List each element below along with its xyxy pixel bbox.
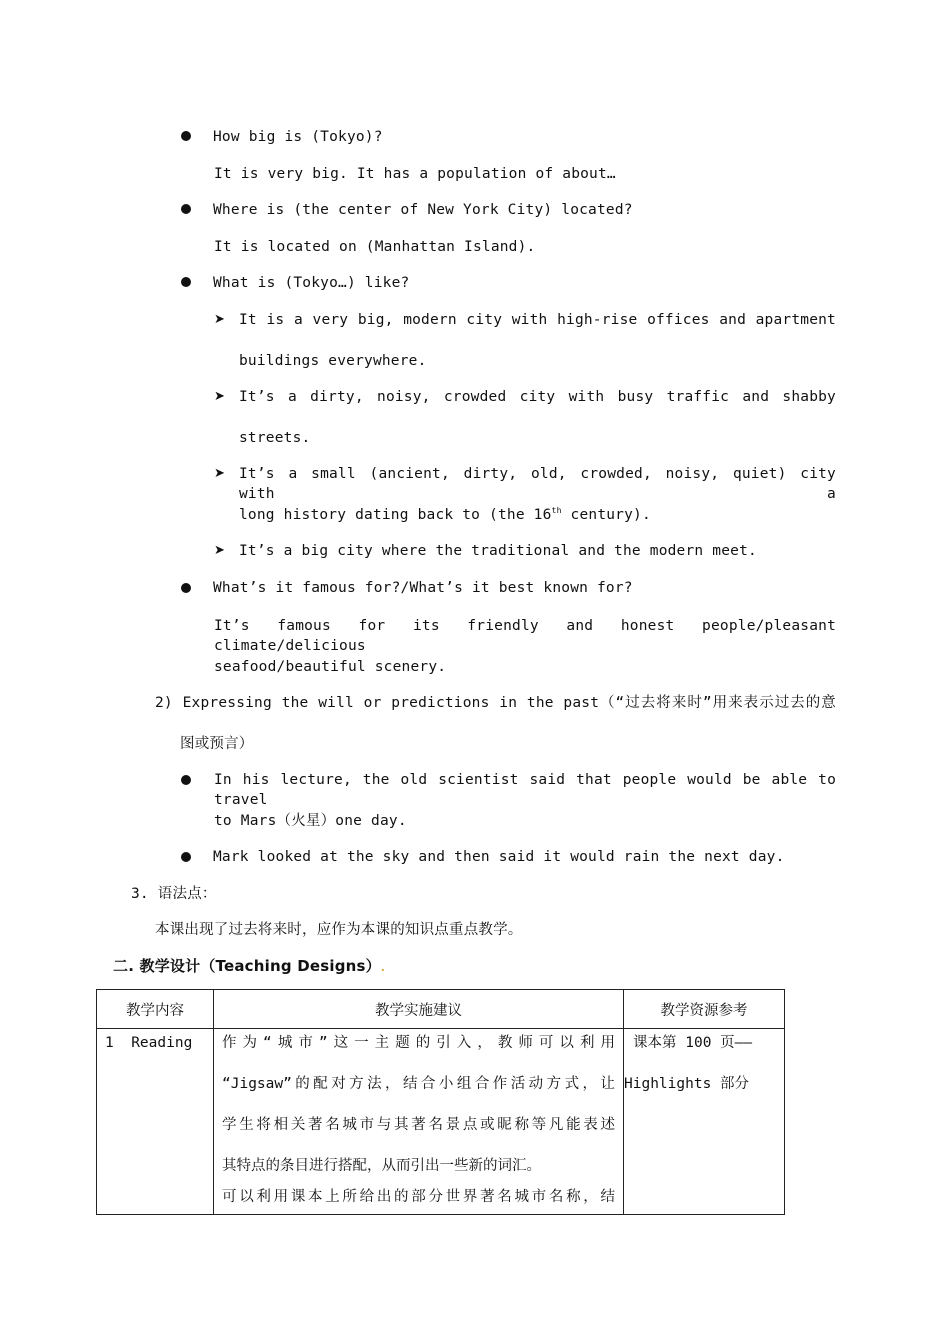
bullet-icon <box>181 583 191 593</box>
sub-answer-1-line2: buildings everywhere. <box>239 353 427 369</box>
sub-answer-2-line2: streets. <box>239 430 311 446</box>
question-famous: What’s it famous for?/What’s it best known for? <box>213 580 633 596</box>
arrow-bullet-icon: ➤ <box>214 466 225 481</box>
example-1-line2: to Mars（火星）one day. <box>214 813 407 829</box>
grammar-text: 本课出现了过去将来时，应作为本课的知识点重点教学。 <box>155 922 523 938</box>
bullet-icon <box>181 277 191 287</box>
sub-answer-4: It’s a big city where the traditional and the modern meet. <box>239 543 757 559</box>
sub-answer-2-line1: It’s a dirty, noisy, crowded city with busy traffic and shabby <box>239 389 836 405</box>
bullet-icon <box>181 852 191 862</box>
sub-answer-3-line2: long history dating back to (the 16th century). <box>239 506 651 523</box>
cell-content: 1 Reading <box>97 1029 214 1215</box>
section2-heading-line1: 2) Expressing the will or predictions in the past（“过去将来时”用来表示过去的意 <box>155 695 836 711</box>
table-row <box>97 1029 785 1215</box>
arrow-bullet-icon: ➤ <box>214 312 225 327</box>
table-header-row <box>97 990 785 1029</box>
bullet-icon <box>181 131 191 141</box>
section2-heading-line2: 图或预言） <box>180 736 254 752</box>
grammar-heading: 3. 语法点： <box>131 886 217 902</box>
question-character: What is (Tokyo…) like? <box>213 275 410 291</box>
sub-answer-3-line1: It’s a small (ancient, dirty, old, crowded, noisy, quiet) city with a <box>239 466 836 502</box>
answer-location: It is located on (Manhattan Island). <box>214 239 536 255</box>
design-heading: 二. 教学设计（Teaching Designs）. <box>113 957 385 975</box>
answer-size: It is very big. It has a population of about… <box>214 166 616 182</box>
header-suggestions: 教学实施建议 <box>214 990 624 1029</box>
bullet-icon <box>181 204 191 214</box>
arrow-bullet-icon: ➤ <box>214 389 225 404</box>
answer-famous-line1: It’s famous for its friendly and honest people/pleasant climate/delicious <box>214 618 836 654</box>
answer-famous-line2: seafood/beautiful scenery. <box>214 659 447 675</box>
bullet-icon <box>181 775 191 785</box>
question-location: Where is (the center of New York City) located? <box>213 202 633 218</box>
header-content: 教学内容 <box>97 990 214 1029</box>
cell-suggestions: 作为“城市”这一主题的引入，教师可以利用 “Jigsaw”的配对方法，结合小组合作活动方式，让 学生将相关著名城市与其著名景点或昵称等凡能表述 其特点的条目进行搭配，从而引出一些新的词汇。 可以利用课本上所给出的部分世界著名城市名称，结 <box>214 1029 624 1215</box>
arrow-bullet-icon: ➤ <box>214 543 225 558</box>
cell-resources: 课本第 100 页—— Highlights 部分 <box>624 1029 785 1215</box>
question-size: How big is (Tokyo)? <box>213 129 383 145</box>
example-2: Mark looked at the sky and then said it would rain the next day. <box>213 849 785 865</box>
header-resources: 教学资源参考 <box>624 990 785 1029</box>
sub-answer-1-line1: It is a very big, modern city with high-rise offices and apartment <box>239 312 836 328</box>
teaching-design-table <box>96 989 785 1215</box>
example-1-line1: In his lecture, the old scientist said that people would be able to travel <box>214 772 836 808</box>
